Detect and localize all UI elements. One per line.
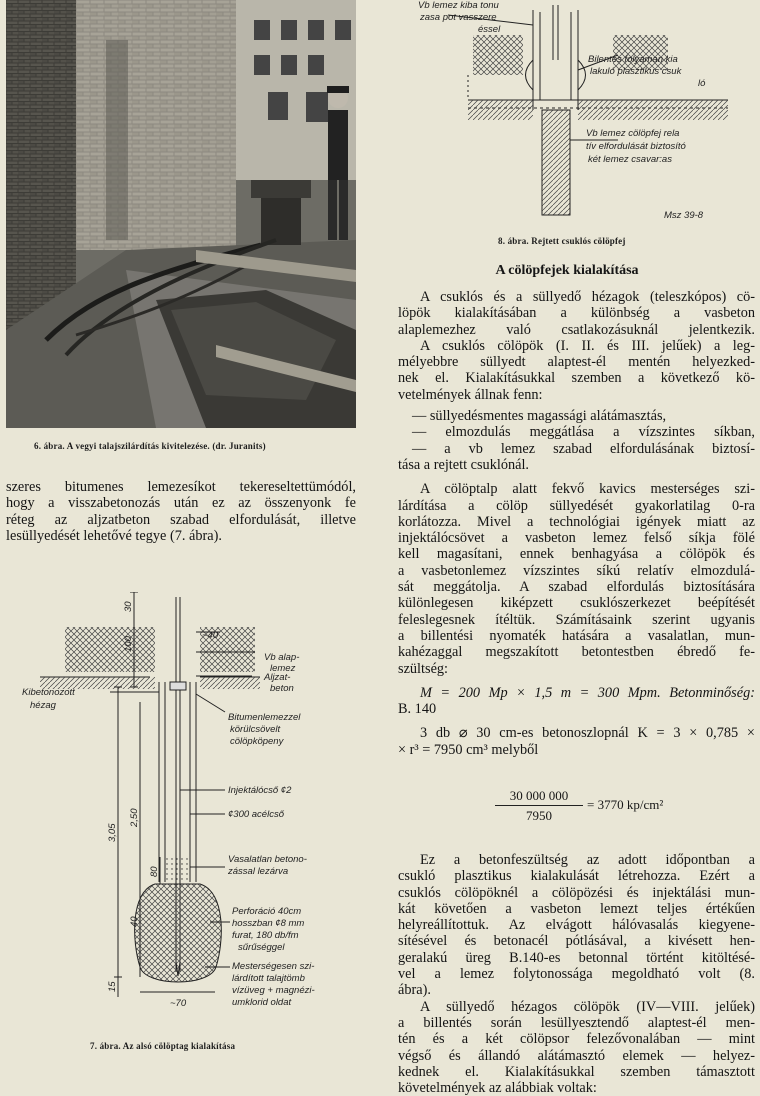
fraction-result: = 3770 kp/cm² [587,797,664,812]
figure-8-diagram [418,0,748,228]
text-line: követelmények az alábbiak voltak: [398,1080,597,1096]
dim-label: 40 [129,916,140,927]
list-item: — a vb lemez szabad elfordulásának biztosí- [412,440,755,457]
text-line: alaplemezhez való csatlakozásuknál jelentkezik. [398,321,755,338]
perf-label: Perforáció 40cm [232,906,302,917]
text-line: nek el. Kialakításukkal szemben a következő kö- [398,370,755,387]
fraction-equation [495,788,725,826]
figure-7-caption: 7. ábra. Az alsó cölöptag kialakítása [90,1041,236,1051]
dim-label: 15 [107,981,118,992]
text-line: kát követően a vasbeton lemezt teljes értékűen [398,900,755,917]
text-line: sítésével és betonacél pótlásával, a kivésett hen- [398,933,755,950]
section-heading: A cölöpfejek kialakítása [495,263,639,278]
equation [398,725,755,758]
dim-label: 3,05 [107,823,118,842]
paragraph [398,852,755,999]
aljzat-label: beton [270,683,294,694]
text-line: A süllyedő hézagos cölöpök (IV—VIII. jelűek) [420,998,755,1015]
fig8-label: Vb lemez cölöpfej rela [586,128,680,139]
fig8-label: Bilentes folyaman kia [588,54,678,65]
vb-lemez-label: Vb alap- [264,652,300,663]
dim-label: ~70 [170,998,187,1009]
dim-label: 100 [123,636,134,652]
bitumen-label: körülcsövelt [230,724,281,735]
paragraph [398,338,755,403]
vasalt-label: Vasalatlan betono- [228,854,307,865]
text-line: sát meggátolja. A szabad elfordulás biztosítására [398,579,755,596]
text-line: szeres bitumenes lemezesíkot tekereseltettümódól, [6,479,356,495]
fig8-label: tív elfordulását biztosító [586,141,686,152]
paragraph [398,481,755,677]
text-line: lesüllyedését lehetővé tegye (7. ábra). [6,527,222,544]
mest-label: vízüveg + magnézi- [232,985,315,996]
fig8-label: Vb lemez kiba tonu [418,0,499,11]
paragraph [398,289,755,338]
text-line: M = 200 Mp × 1,5 m = 300 Mpm. Betonminőség: [420,684,755,701]
fig8-label: zasa pot vasszere [420,12,497,23]
text-line: helyreállítottuk. Az elvágott hálóvasalás kiegyene- [398,917,755,934]
text-line: injektálócsövet a vasbeton lemez felső síkja fölé [398,530,755,547]
list-item: — elmozdulás meggátlása a vízszintes síkban, [412,424,755,441]
text-line: A csuklós és a süllyedő hézagok (teleszkópos) cö- [420,289,755,305]
mest-label: lárdított talajtömb [232,973,305,984]
dim-label: ~40 [202,630,219,641]
text-line: hogy a visszabetonozás után ez az összenyonk fe [6,495,356,512]
fig8-label: lakuló plasztikus csuk [590,66,682,77]
text-line: feleslegesnek ítéltük. Számításaink szerint ugyanis [398,611,755,628]
text-line: 3 db ⌀ 30 cm-es betonoszlopnál K = 3 × 0,785 × [420,725,755,742]
requirements-list [398,408,755,473]
text-line: különlegesen kiképzett csuklószerkezet beépítését [398,595,755,612]
text-line: × r³ = 7950 cm³ melyből [398,741,539,758]
text-line: réteg az aljzatbeton szabad elfordulását, illetve [6,511,356,528]
text-line: a billentés során lesüllyesztendő alaptest-él men- [398,1014,755,1031]
right-column-text-lower [398,852,755,1096]
right-column-text [398,289,755,758]
left-paragraph [6,479,356,544]
text-line: csukló plasztikus kialakulását létrehozza. Ezért a [398,868,755,885]
injekt-label: Injektálócső ¢2 [228,785,292,796]
dim-label: 2,50 [129,808,140,827]
equation [398,685,755,718]
kibeton-label: hézag [30,700,56,711]
text-line: csuklós cölöpöknél a cölöpözési és injektálási mun- [398,884,755,901]
text-line: kell magasítani, ennek benhagyása a cölöpök és [398,546,755,563]
text-line: Ez a betonfeszültség az adott időpontban a [420,852,755,868]
text-line: vetelmények állnak fenn: [398,386,543,403]
text-line: B. 140 [398,701,437,718]
text-line: végső és állandó alátámasztó elemek — helyez- [398,1047,755,1064]
text-line: löpök kialakításában a különbség a vasbeton [398,305,755,322]
figure-7-diagram [20,592,340,1037]
text-line: korlátozza. Mivel a technológiai igények miatt az [398,513,755,530]
vasalt-label: zással lezárva [228,866,289,877]
text-line: ábra). [398,982,431,999]
text-line: a vasbetonlemez vízszintes síkú relatív elmozdulá- [398,562,755,579]
text-line: lárdítása a cölöp süllyedését gyakorlatilag 0-ra [398,497,755,514]
fig8-label: éssel [478,24,501,35]
text-line: vel a lemez folytonossága megoldható volt (8. [398,966,755,983]
text-line: A csuklós cölöpök (I. II. és III. jelűek) a leg- [420,337,755,354]
fig8-label: Msz 39-8 [664,210,704,221]
list-item: tása a rejtett csuklónál. [398,456,530,473]
text-line: tén és a két cölöpsor felezővonalában — mint [398,1031,755,1048]
dim-label: 80 [149,866,160,877]
text-line: A cölöptalp alatt fekvő kavics mesterséges szi- [420,481,755,498]
fig8-label: ló [698,78,706,89]
figure-8-caption: 8. ábra. Rejtett csuklós cölöpfej [498,236,626,246]
mest-label: umklorid oldat [232,997,292,1008]
perf-label: hosszban ¢8 mm [232,918,305,929]
text-line: kahézaggal megszakított betontestben ébredő fe- [398,644,755,661]
construction-photo [6,0,356,428]
text-line: szültség: [398,660,449,677]
aljzat-label: Aljzat- [264,672,291,683]
fraction-denominator: 7950 [526,808,552,823]
acel-label: ¢300 acélcső [228,809,284,820]
bitumen-label: cölöpköpeny [230,736,284,747]
perf-label: furat, 180 db/fm [232,930,299,941]
bitumen-label: Bitumenlemezzel [228,712,301,723]
list-item: — süllyedésmentes magassági alátámasztás, [412,408,667,425]
figure-6-caption: 6. ábra. A vegyi talajszilárdítás kivitelezése. (dr. Juranits) [34,441,266,451]
text-line: mélyebbre süllyedt alaptest-él mentén helyezked- [398,354,755,371]
vb-lemez-label: lemez [270,663,296,674]
paragraph [398,999,755,1096]
fraction-numerator: 30 000 000 [509,788,569,803]
dim-label: 30 [123,601,134,612]
mest-label: Mesterségesen szi- [232,961,315,972]
kibeton-label: Kibetonozott [22,687,75,698]
text-line: geralakú üreg B.140-es betonnal történt kitöltésé- [398,949,755,966]
text-line: kednek el. Kialakításukkal szemben támasztott [398,1063,755,1080]
text-line: a billentési nyomaték hatására a vasalatlan, mun- [398,627,755,644]
perf-label: sűrűséggel [238,942,285,953]
fig8-label: két lemez csavar:as [588,154,672,165]
